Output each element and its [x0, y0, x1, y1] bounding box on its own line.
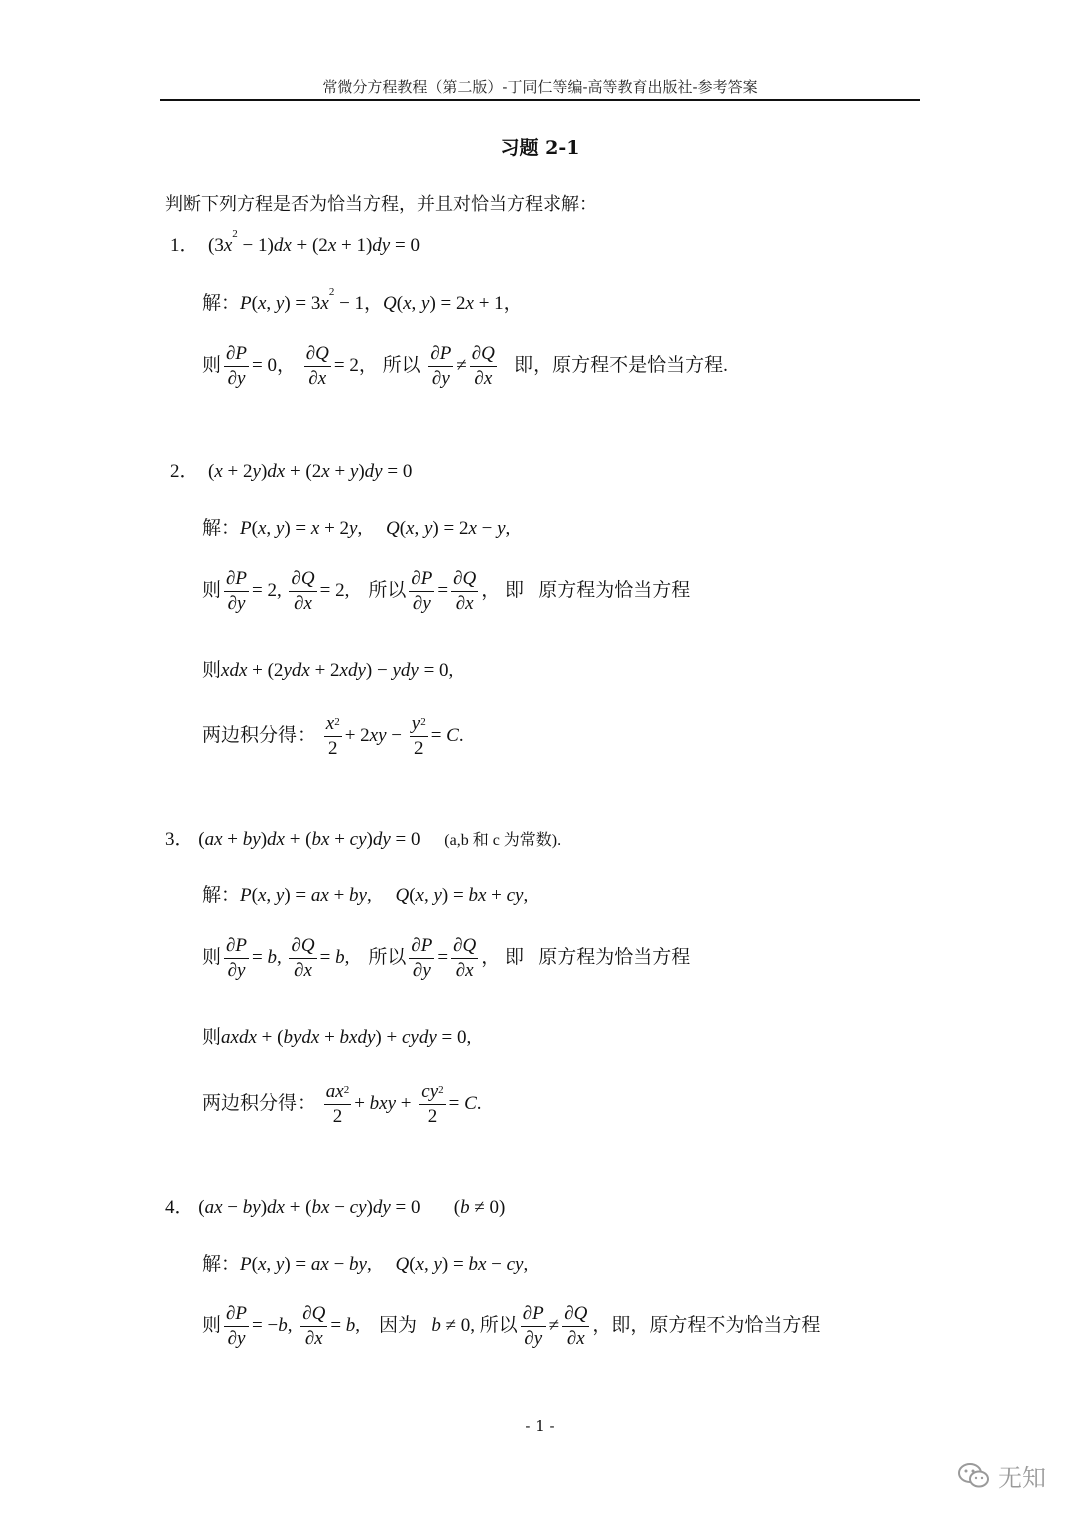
problem-2-rearranged: 则xdx + (2ydx + 2xdy) − ydy = 0,	[202, 660, 454, 681]
solution-label: 解：	[202, 518, 241, 539]
therefore-label: 所以	[479, 1314, 518, 1336]
problem-number: 3．	[165, 829, 194, 850]
watermark-text: 无知	[998, 1464, 1046, 1492]
problem-number: 2．	[170, 461, 199, 482]
because-label: 因为	[379, 1314, 418, 1336]
running-header: 常微分方程教程（第二版）-丁同仁等编-高等教育出版社-参考答案	[322, 78, 758, 96]
conclusion: 原方程不为恰当方程	[649, 1314, 821, 1336]
conclusion: 原方程为恰当方程	[538, 579, 691, 601]
constants-note: (a,b 和 c 为常数).	[444, 832, 562, 849]
problem-1-solution: 解：P(x, $y) = 3x^2 - 1$，Q(x, y) = 2x + 1，	[202, 286, 523, 314]
that-is-label: 即，	[611, 1314, 650, 1336]
problem-2-check: 则 $\frac{\partial P}{\partial y}$ = 2, $\frac{\partial Q}{\partial x}$ = 2, 所以 $\frac{\partial P}{\partial y}$ = $\frac{\partial Q}{\partial x}$ ， 即 原方程为恰当方程	[202, 568, 691, 614]
section-title: 习题 2-1	[500, 137, 580, 159]
problem-number: 4．	[165, 1197, 194, 1218]
problem-4-check: 则 $\frac{\partial P}{\partial y}$ = −b, $\frac{\partial Q}{\partial x}$ = b, 因为 b ≠ 0, 所以 $\frac{\partial P}{\partial y}$ ≠ $\frac{\partial Q}{\partial x}$ ，即，原方程不为恰当方程	[202, 1303, 821, 1349]
problem-3-rearranged: 则axdx + (bydx + bxdy) + cydy = 0,	[202, 1027, 472, 1048]
intro-text: 判断下列方程是否为恰当方程，并且对恰当方程求解：	[165, 194, 597, 215]
page-number: - 1 -	[525, 1417, 555, 1435]
problem-3-check: 则 $\frac{\partial P}{\partial y}$ = b, $\frac{\partial Q}{\partial x}$ = b, 所以 $\frac{\partial P}{\partial y}$ = $\frac{\partial Q}{\partial x}$ ， 即 原方程为恰当方程	[202, 935, 691, 981]
then-label: 则	[202, 946, 222, 968]
problem-4-equation: 4． (ax − by)dx + (bx − cy)dy = 0 (b ≠ 0)	[165, 1197, 506, 1218]
integrate-label: 两边积分得：	[202, 1092, 317, 1114]
solution-label: 解：	[202, 293, 241, 314]
then-label: 则	[202, 579, 222, 601]
therefore-label: 所以	[368, 946, 407, 968]
therefore-label: 所以	[382, 354, 421, 376]
solution-label: 解：	[202, 1254, 241, 1275]
then-label: 则	[202, 660, 222, 681]
problem-2-integral: 两边积分得： $\frac{x^2}{2}$ + 2xy − $\frac{y^2}{2}$ = C.	[202, 713, 464, 759]
conclusion: 原方程为恰当方程	[538, 946, 691, 968]
then-label: 则	[202, 1314, 222, 1336]
wechat-icon	[958, 1462, 990, 1490]
problem-number: 1．	[170, 235, 199, 256]
problem-3-solution: 解：P(x, y) = ax + by, Q(x, y) = bx + cy,	[202, 885, 529, 906]
header-rule	[160, 99, 920, 101]
conclusion: 即，原方程不是恰当方程.	[514, 354, 728, 376]
that-is-label: 即	[504, 579, 524, 601]
problem-2-solution: 解：P(x, y) = x + 2y, Q(x, y) = 2x − y,	[202, 518, 511, 539]
then-label: 则	[202, 354, 222, 376]
problem-3-equation: 3． (ax + by)dx + (bx + cy)dy = 0 (a,b 和 c 为常数).	[165, 829, 562, 850]
problem-4-solution: 解：P(x, y) = ax − by, Q(x, y) = bx − cy,	[202, 1254, 529, 1275]
problem-2-equation: 2． (x + 2y)dx + (2x + y)dy = 0	[170, 461, 413, 482]
therefore-label: 所以	[368, 579, 407, 601]
then-label: 则	[202, 1027, 222, 1048]
problem-1-equation: 1． $(3x^2 - 1)dx + (2x + 1)dy = 0$	[170, 228, 420, 256]
problem-3-integral: 两边积分得： $\frac{ax^2}{2}$ + bxy + $\frac{cy^2}{2}$ = C.	[202, 1081, 482, 1127]
problem-1-check: 则 $\frac{\partial P}{\partial y}$ = 0， $\frac{\partial Q}{\partial x}$ = 2， 所以 $\frac{\partial P}{\partial y}$ ≠ $\frac{\partial Q}{\partial x}$ 即，原方程不是恰当方程.	[202, 343, 728, 389]
integrate-label: 两边积分得：	[202, 724, 317, 746]
watermark	[958, 1458, 1046, 1493]
solution-label: 解：	[202, 885, 241, 906]
that-is-label: 即	[504, 946, 524, 968]
